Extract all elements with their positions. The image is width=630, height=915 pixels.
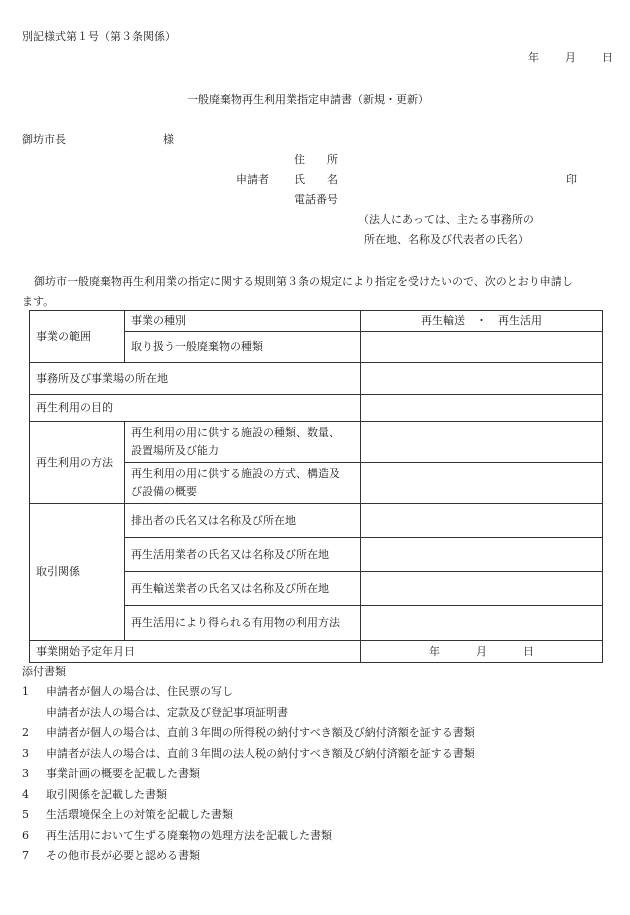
list-item: 7 その他市長が必要と認める書類 xyxy=(22,849,200,862)
addressee-honorific: 様 xyxy=(163,133,174,146)
transport-operator-field[interactable] xyxy=(361,572,603,606)
purpose-field[interactable] xyxy=(361,395,603,422)
applicant-label: 申請者 xyxy=(236,173,269,186)
start-year-label: 年 xyxy=(429,644,440,658)
list-item: 1 申請者が個人の場合は、住民票の写し xyxy=(22,685,233,698)
corporate-note-line2: 所在地、名称及び代表者の氏名） xyxy=(364,233,529,246)
list-item: 3 申請者が法人の場合は、直前３年間の法人税の納付すべき額及び納付済額を証する書類 xyxy=(22,746,475,760)
list-item: 2 申請者が個人の場合は、直前３年間の所得税の納付すべき額及び納付済額を証する書類 xyxy=(22,726,475,739)
addressee-name: 御坊市長 xyxy=(22,133,66,146)
document-title: 一般廃棄物再生利用業指定申請書（新規・更新） xyxy=(187,93,429,106)
list-item: 申請者が法人の場合は、定款及び登記事項証明書 xyxy=(46,705,288,719)
start-day-label: 日 xyxy=(523,644,534,658)
list-item: 3 事業計画の概要を記載した書類 xyxy=(22,767,200,780)
table-row xyxy=(30,504,603,538)
date-year-label: 年 xyxy=(528,51,539,64)
form-reference: 別記様式第１号（第３条関係） xyxy=(22,30,176,43)
intro-line1: 御坊市一般廃棄物再生利用業の指定に関する規則第３条の規定により指定を受けたいので、次のとおり申請し xyxy=(34,275,573,288)
discharger-label: 排出者の氏名又は名称及び所在地 xyxy=(125,504,361,538)
useful-items-label: 再生活用により得られる有用物の利用方法 xyxy=(125,606,361,641)
start-month-label: 月 xyxy=(476,644,487,658)
reuse-operator-label: 再生活用業者の氏名又は名称及び所在地 xyxy=(125,538,361,572)
reuse-operator-field[interactable] xyxy=(361,538,603,572)
table-row xyxy=(30,641,603,663)
purpose-label: 再生利用の目的 xyxy=(30,395,361,422)
table-row xyxy=(30,395,603,422)
business-type-value[interactable]: 再生輸送 ・ 再生活用 xyxy=(361,311,603,332)
table-row xyxy=(30,363,603,395)
business-scope-label: 事業の範囲 xyxy=(30,311,125,363)
intro-line2: ます。 xyxy=(22,295,55,308)
name-label: 氏 名 xyxy=(294,173,338,186)
business-type-label: 事業の種別 xyxy=(125,311,361,332)
waste-types-label: 取り扱う一般廃棄物の種類 xyxy=(125,332,361,363)
transactions-label: 取引関係 xyxy=(30,504,125,641)
start-date-label: 事業開始予定年月日 xyxy=(30,641,361,663)
facility-capacity-field[interactable] xyxy=(361,422,603,463)
table-row xyxy=(30,311,603,332)
facility-structure-label: 再生利用の用に供する施設の方式、構造及 び設備の概要 xyxy=(125,463,361,504)
transport-operator-label: 再生輸送業者の氏名又は名称及び所在地 xyxy=(125,572,361,606)
date-day-label: 日 xyxy=(602,51,613,64)
table-row xyxy=(30,422,603,463)
seal-mark: 印 xyxy=(566,173,577,186)
facility-capacity-label: 再生利用の用に供する施設の種類、数量、 設置場所及び能力 xyxy=(125,422,361,463)
phone-label: 電話番号 xyxy=(294,193,338,206)
attachments-heading: 添付書類 xyxy=(22,665,66,678)
address-label: 住 所 xyxy=(294,153,338,166)
office-location-field[interactable] xyxy=(361,363,603,395)
method-label: 再生利用の方法 xyxy=(30,422,125,504)
list-item: 5 生活環境保全上の対策を記載した書類 xyxy=(22,808,233,821)
office-location-label: 事務所及び事業場の所在地 xyxy=(30,363,361,395)
waste-types-field[interactable] xyxy=(361,332,603,363)
list-item: 6 再生活用において生ずる廃棄物の処理方法を記載した書類 xyxy=(22,828,332,842)
attachments-list xyxy=(22,686,475,871)
date-line xyxy=(528,52,613,63)
date-month-label: 月 xyxy=(565,51,576,64)
application-table xyxy=(29,310,603,663)
useful-items-field[interactable] xyxy=(361,606,603,641)
discharger-field[interactable] xyxy=(361,504,603,538)
facility-structure-field[interactable] xyxy=(361,463,603,504)
start-date-field[interactable] xyxy=(361,641,603,663)
corporate-note-line1: （法人にあっては、主たる事務所の xyxy=(358,213,534,226)
list-item: 4 取引関係を記載した書類 xyxy=(22,787,167,801)
